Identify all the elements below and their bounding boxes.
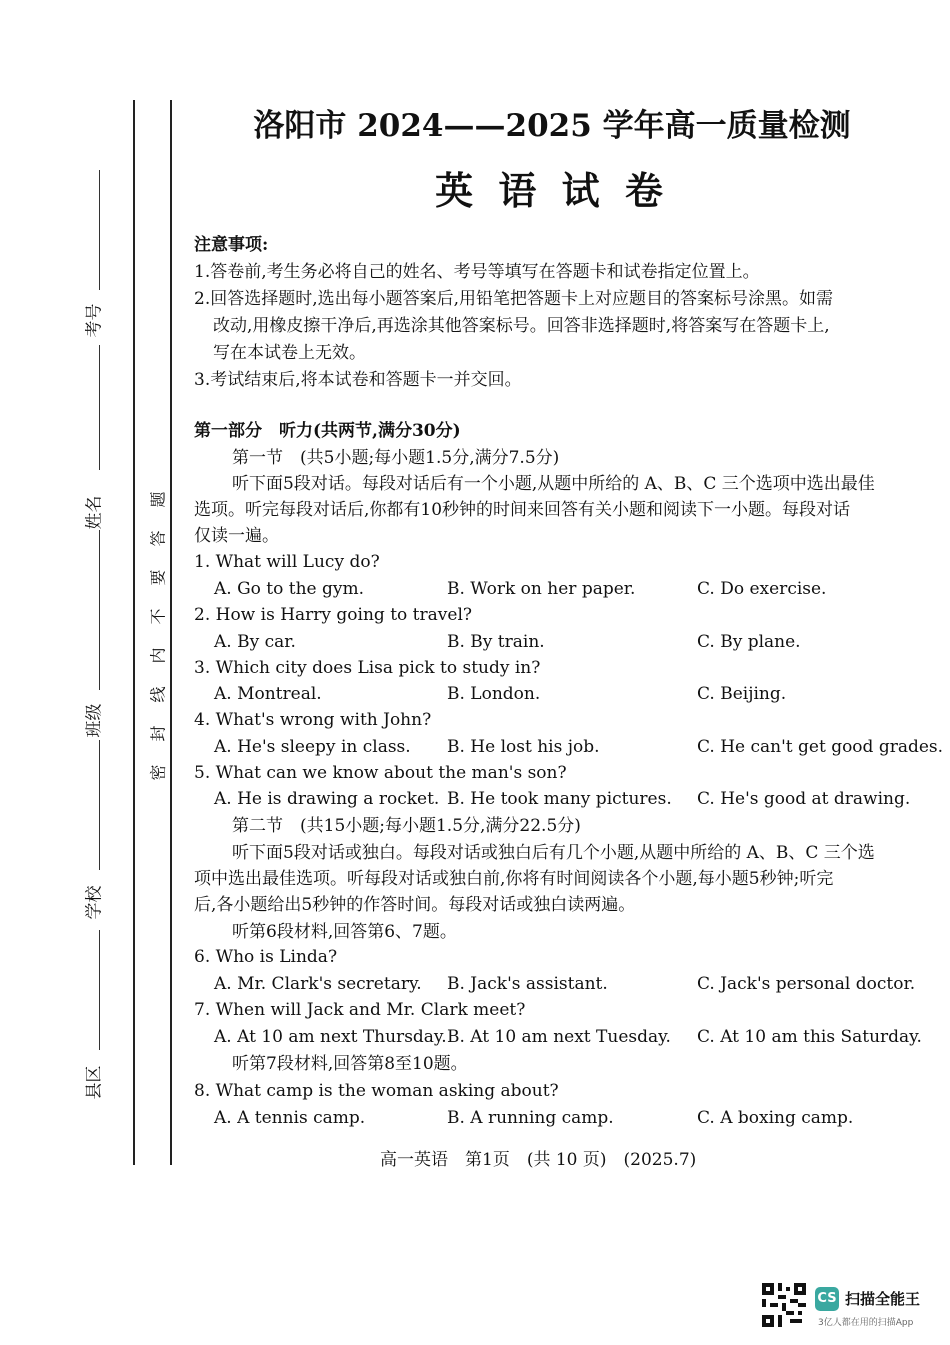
notice-item-2-line-2: 改动,用橡皮擦干净后,再选涂其他答案标号。回答非选择题时,将答案写在答题卡上, — [213, 316, 830, 336]
question-1: 1. What will Lucy do? — [194, 552, 380, 572]
seal-char: 答 — [148, 530, 168, 547]
q8-option-c[interactable]: C. A boxing camp. — [697, 1108, 854, 1128]
question-2: 2. How is Harry going to travel? — [194, 605, 472, 625]
name-label: 姓名 — [84, 495, 105, 530]
question-5: 5. What can we know about the man's son? — [194, 763, 567, 783]
cs-logo-icon: CS — [815, 1287, 839, 1311]
seal-char: 不 — [148, 608, 168, 625]
part1-heading: 第一部分 听力(共两节,满分30分) — [194, 421, 461, 441]
section1-heading: 第一节 (共5小题;每小题1.5分,满分7.5分) — [232, 448, 560, 468]
page-footer: 高一英语 第1页 (共 10 页) (2025.7) — [380, 1150, 697, 1170]
q8-option-b[interactable]: B. A running camp. — [447, 1108, 614, 1128]
seal-char: 题 — [148, 491, 168, 508]
q2-option-a[interactable]: A. By car. — [214, 632, 296, 652]
seal-char: 密 — [148, 764, 168, 781]
seal-char: 封 — [148, 725, 168, 742]
exam-subtitle: 英 语 试 卷 — [435, 168, 669, 213]
q4-option-c[interactable]: C. He can't get good grades. — [697, 737, 944, 757]
section1-instr-3: 仅读一遍。 — [194, 526, 279, 546]
notice-item-3: 3.考试结束后,将本试卷和答题卡一并交回。 — [194, 370, 522, 390]
binding-line-inner — [170, 100, 172, 1165]
q8-option-a[interactable]: A. A tennis camp. — [214, 1108, 366, 1128]
county-blank[interactable] — [99, 930, 100, 1050]
q1-option-b[interactable]: B. Work on her paper. — [447, 579, 636, 599]
seal-char: 要 — [148, 569, 168, 586]
q3-option-b[interactable]: B. London. — [447, 684, 541, 704]
seal-char: 线 — [148, 686, 168, 703]
q5-option-b[interactable]: B. He took many pictures. — [447, 789, 672, 809]
qr-code-icon — [762, 1283, 806, 1327]
question-3: 3. Which city does Lisa pick to study in? — [194, 658, 541, 678]
question-6: 6. Who is Linda? — [194, 947, 338, 967]
q6-option-a[interactable]: A. Mr. Clark's secretary. — [214, 974, 422, 994]
q3-option-a[interactable]: A. Montreal. — [214, 684, 322, 704]
notice-item-2-line-1: 2.回答选择题时,选出每小题答案后,用铅笔把答题卡上对应题目的答案标号涂黑。如需 — [194, 289, 834, 309]
material-7-note: 听第7段材料,回答第8至10题。 — [232, 1054, 468, 1074]
scanner-brand: 扫描全能王 — [845, 1290, 921, 1308]
section2-instr-3: 后,各小题给出5秒钟的作答时间。每段对话或独白读两遍。 — [194, 895, 636, 915]
section1-instr-1: 听下面5段对话。每段对话后有一个小题,从题中所给的 A、B、C 三个选项中选出最佳 — [232, 474, 875, 494]
class-blank[interactable] — [99, 530, 100, 690]
binding-line-outer — [133, 100, 135, 1165]
q4-option-b[interactable]: B. He lost his job. — [447, 737, 600, 757]
material-6-note: 听第6段材料,回答第6、7题。 — [232, 922, 457, 942]
exam-no-label: 考号 — [84, 303, 105, 338]
q4-option-a[interactable]: A. He's sleepy in class. — [214, 737, 411, 757]
school-label: 学校 — [84, 885, 105, 920]
q2-option-b[interactable]: B. By train. — [447, 632, 545, 652]
q1-option-a[interactable]: A. Go to the gym. — [214, 579, 365, 599]
q7-option-b[interactable]: B. At 10 am next Tuesday. — [447, 1027, 671, 1047]
county-label: 县区 — [84, 1065, 105, 1100]
notice-item-1: 1.答卷前,考生务必将自己的姓名、考号等填写在答题卡和试卷指定位置上。 — [194, 262, 760, 282]
section1-instr-2: 选项。听完每段对话后,你都有10秒钟的时间来回答有关小题和阅读下一小题。每段对话 — [194, 500, 851, 520]
notice-item-2-line-3: 写在本试卷上无效。 — [213, 343, 366, 363]
school-blank[interactable] — [99, 740, 100, 870]
q6-option-c[interactable]: C. Jack's personal doctor. — [697, 974, 916, 994]
seal-char: 内 — [148, 647, 168, 664]
section2-heading: 第二节 (共15小题;每小题1.5分,满分22.5分) — [232, 816, 581, 836]
question-7: 7. When will Jack and Mr. Clark meet? — [194, 1000, 526, 1020]
exam-no-blank[interactable] — [99, 170, 100, 290]
question-8: 8. What camp is the woman asking about? — [194, 1081, 559, 1101]
exam-title: 洛阳市 2024——2025 学年高一质量检测 — [253, 108, 851, 144]
notice-heading: 注意事项: — [194, 235, 269, 255]
question-4: 4. What's wrong with John? — [194, 710, 432, 730]
q2-option-c[interactable]: C. By plane. — [697, 632, 801, 652]
q7-option-c[interactable]: C. At 10 am this Saturday. — [697, 1027, 922, 1047]
q6-option-b[interactable]: B. Jack's assistant. — [447, 974, 608, 994]
q3-option-c[interactable]: C. Beijing. — [697, 684, 787, 704]
section2-instr-2: 项中选出最佳选项。听每段对话或独白前,你将有时间阅读各个小题,每小题5秒钟;听完 — [194, 869, 834, 889]
q7-option-a[interactable]: A. At 10 am next Thursday. — [214, 1027, 447, 1047]
q1-option-c[interactable]: C. Do exercise. — [697, 579, 827, 599]
scanner-tagline: 3亿人都在用的扫描App — [818, 1318, 914, 1328]
name-blank[interactable] — [99, 345, 100, 470]
q5-option-a[interactable]: A. He is drawing a rocket. — [214, 789, 440, 809]
q5-option-c[interactable]: C. He's good at drawing. — [697, 789, 911, 809]
section2-instr-1: 听下面5段对话或独白。每段对话或独白后有几个小题,从题中所给的 A、B、C 三个选 — [232, 843, 875, 863]
class-label: 班级 — [84, 703, 105, 738]
